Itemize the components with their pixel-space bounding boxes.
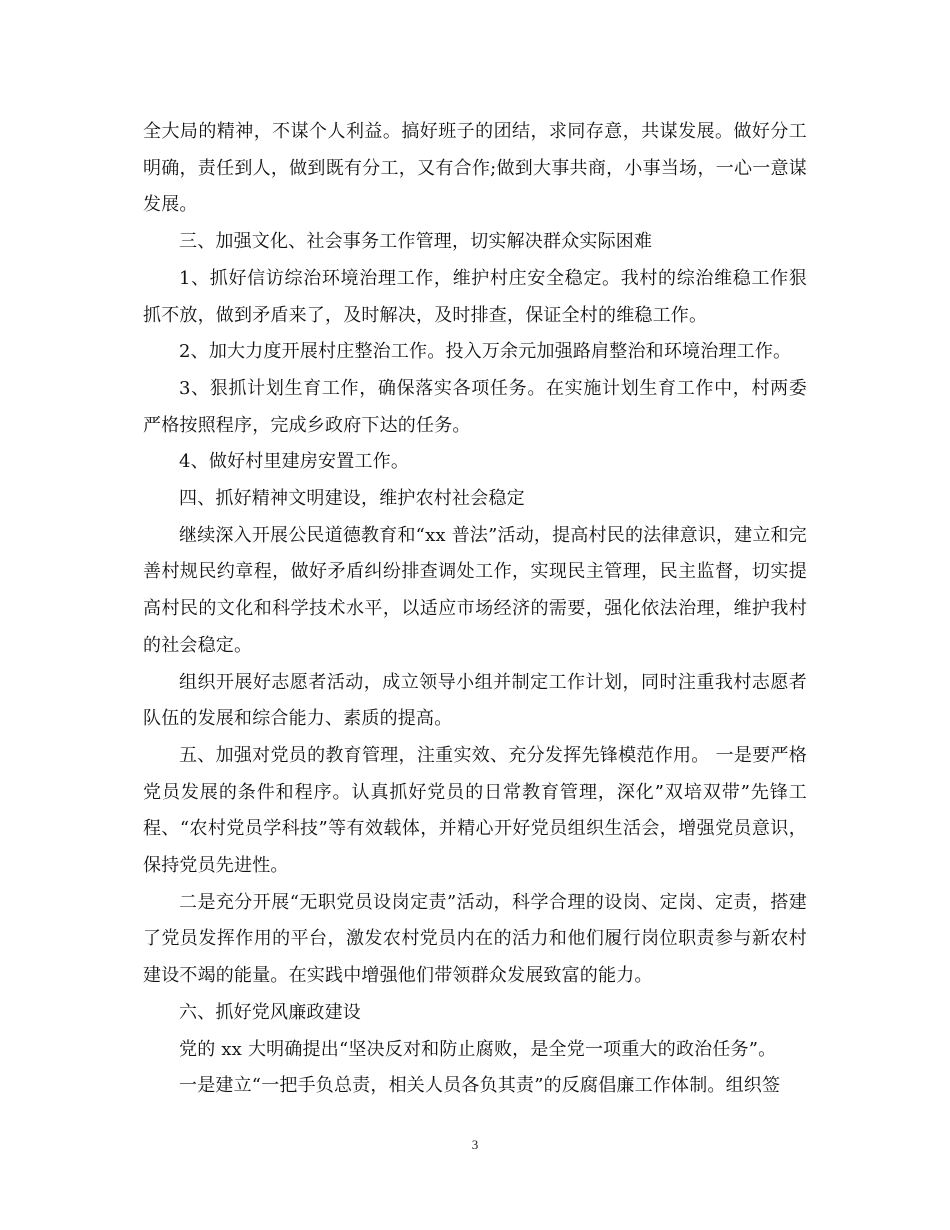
paragraph: 继续深入开展公民道德教育和“xx 普法”活动，提高村民的法律意识，建立和完善村规民约章程，做好矛盾纠纷排查调处工作，实现民主管理，民主监督，切实提高村民的文化和科学技术水平，以适应市场经济的需要，强化依法治理，维护我村的社会稳定。 <box>143 524 807 656</box>
paragraph: 1、抓好信访综治环境治理工作，维护村庄安全稳定。我村的综治维稳工作狠抓不放，做到矛盾来了，及时解决，及时排查，保证全村的维稳工作。 <box>143 267 807 326</box>
paragraph: 全大局的精神，不谋个人利益。搞好班子的团结，求同存意，共谋发展。做好分工明确，责任到人，做到既有分工，又有合作;做到大事共商，小事当场，一心一意谋发展。 <box>143 121 807 216</box>
paragraph: 3、狠抓计划生育工作，确保落实各项任务。在实施计划生育工作中，村两委严格按照程序，完成乡政府下达的任务。 <box>143 377 807 436</box>
section-heading: 四、抓好精神文明建设，维护农村社会稳定 <box>179 488 525 510</box>
paragraph: 二是充分开展“无职党员设岗定责”活动，科学合理的设岗、定岗、定责，搭建了党员发挥作用的平台，激发农村党员内在的活力和他们履行岗位职责参与新农村建设不竭的能量。在实践中增强他们带领群众发展致富的能力。 <box>143 891 807 987</box>
paragraph: 组织开展好志愿者活动，成立领导小组并制定工作计划，同时注重我村志愿者队伍的发展和综合能力、素质的提高。 <box>143 671 807 730</box>
paragraph: 2、加大力度开展村庄整治工作。投入万余元加强路肩整治和环境治理工作。 <box>179 341 792 363</box>
paragraph: 五、加强对党员的教育管理，注重实效、充分发挥先锋模范作用。 一是要严格党员发展的条件和程序。认真抓好党员的日常教育管理，深化”双培双带”先锋工程、“农村党员学科技”等有效载体，并精心开好党员组织生活会，增强党员意识，保持党员先进性。 <box>143 744 807 877</box>
paragraph: 一是建立“一把手负总责，相关人员各负其责”的反腐倡廉工作体制。组织签 <box>179 1075 781 1097</box>
paragraph: 4、做好村里建房安置工作。 <box>179 451 410 473</box>
paragraph: 党的 xx 大明确提出“坚决反对和防止腐败，是全党一项重大的政治任务”。 <box>179 1038 777 1060</box>
page-number: 3 <box>471 1137 479 1152</box>
section-heading: 六、抓好党风廉政建设 <box>179 1001 361 1023</box>
section-heading: 三、加强文化、社会事务工作管理，切实解决群众实际困难 <box>179 231 653 253</box>
document-body <box>143 114 807 1105</box>
